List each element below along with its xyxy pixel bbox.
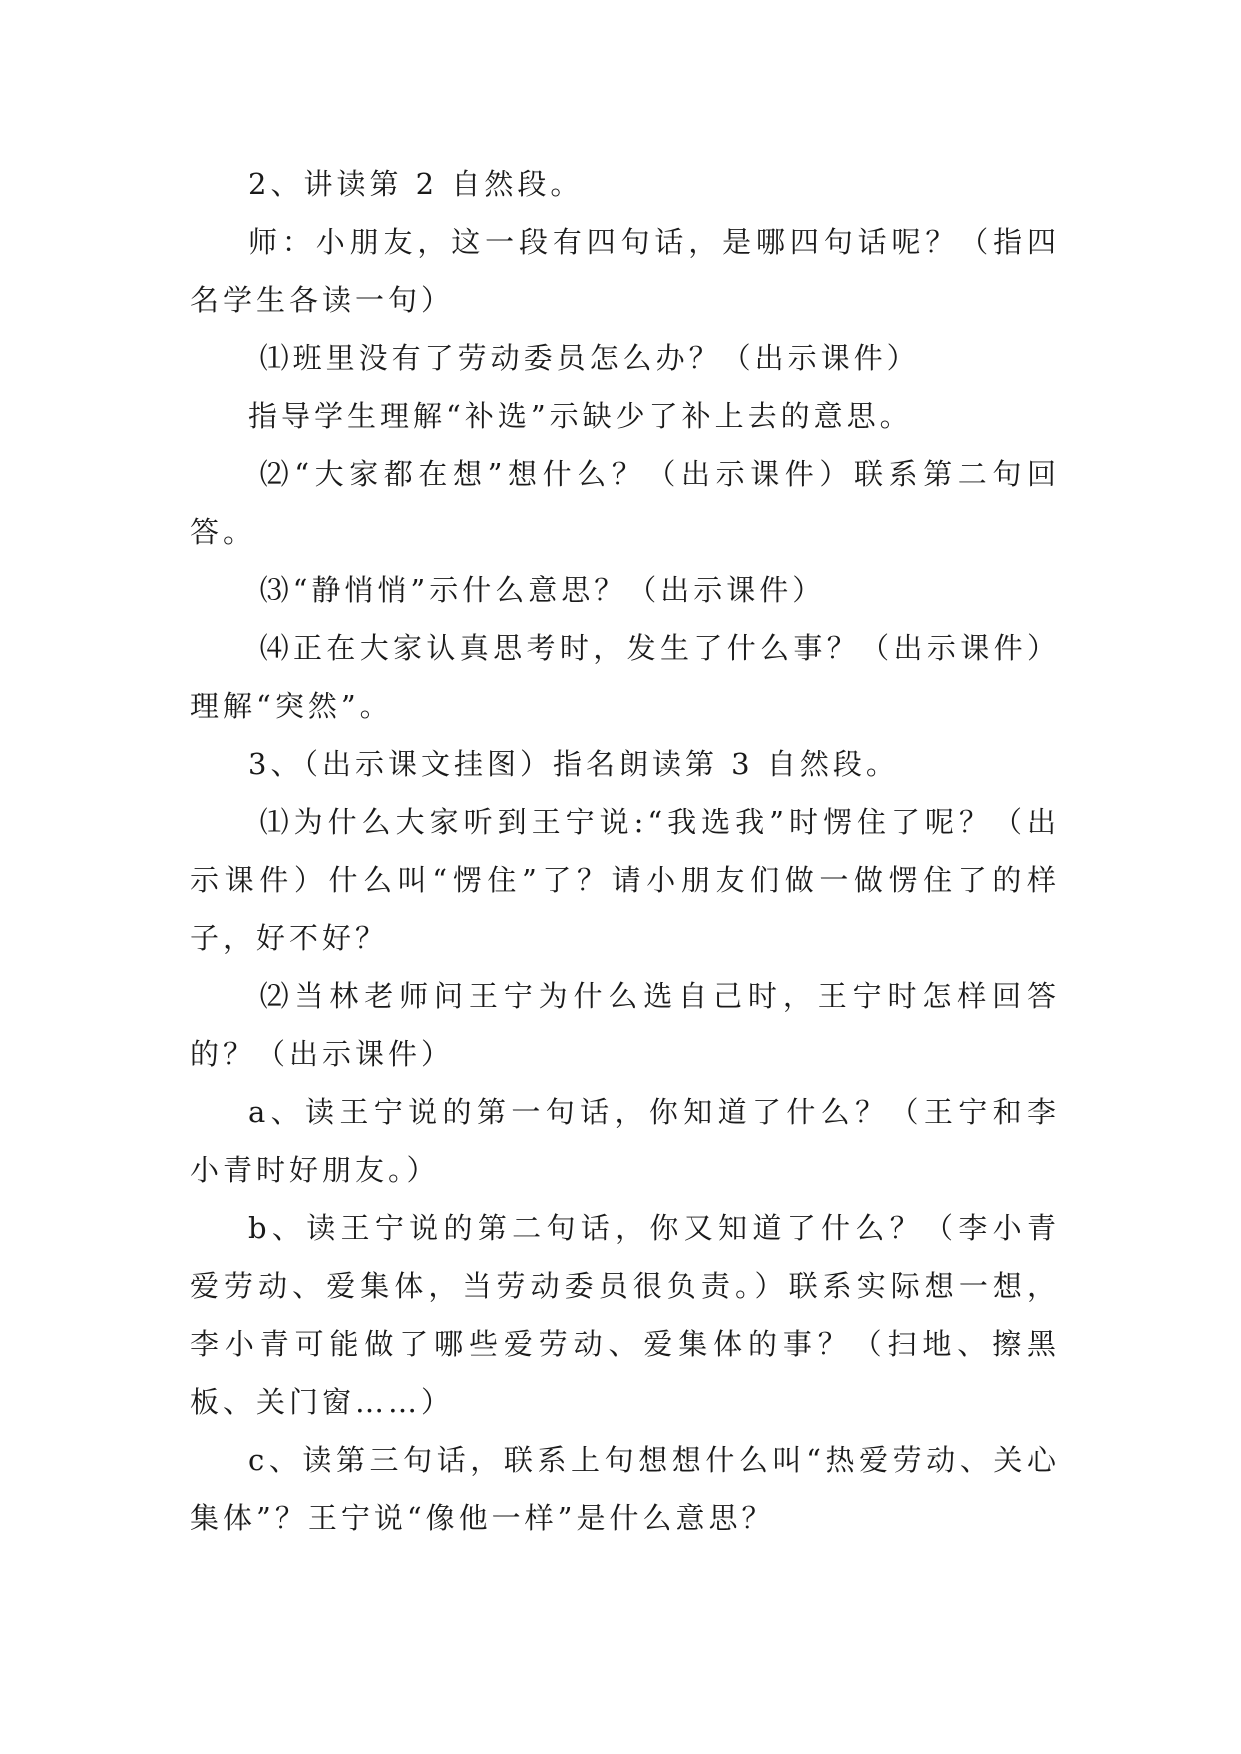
question-6: ⑵当林老师问王宁为什么选自己时，王宁时怎样回答的？（出示课件） [190, 979, 1060, 1071]
question-3: ⑶“静悄悄”示什么意思？（出示课件） [259, 573, 826, 607]
teacher-prompt: 师：小朋友，这一段有四句话，是哪四句话呢？（指四名学生各读一句） [190, 225, 1060, 317]
sub-item-c: c、读第三句话，联系上句想想什么叫“热爱劳动、关心集体”？王宁说“像他一样”是什么意思？ [190, 1443, 1060, 1535]
question-1: ⑴班里没有了劳动委员怎么办？（出示课件） [259, 341, 920, 375]
question-2: ⑵“大家都在想”想什么？（出示课件）联系第二句回答。 [190, 457, 1060, 549]
question-5: ⑴为什么大家听到王宁说:“我选我”时愣住了呢？（出示课件）什么叫“愣住”了？请小朋友们做一做愣住了的样子，好不好？ [190, 805, 1060, 955]
sub-item-a: a、读王宁说的第一句话，你知道了什么？（王宁和李小青时好朋友。） [190, 1095, 1060, 1187]
guidance-note: 指导学生理解“补选”示缺少了补上去的意思。 [248, 399, 913, 433]
section-heading-paragraph-2: 2、讲读第 2 自然段。 [248, 167, 584, 201]
sub-item-b: b、读王宁说的第二句话，你又知道了什么？（李小青爱劳动、爱集体，当劳动委员很负责。）联系实际想一想，李小青可能做了哪些爱劳动、爱集体的事？（扫地、擦黑板、关门窗……） [190, 1211, 1060, 1419]
question-4: ⑷正在大家认真思考时，发生了什么事？（出示课件）理解“突然”。 [190, 631, 1060, 723]
document-body [190, 155, 1060, 1547]
section-heading-paragraph-3: 3、（出示课文挂图）指名朗读第 3 自然段。 [248, 747, 899, 781]
